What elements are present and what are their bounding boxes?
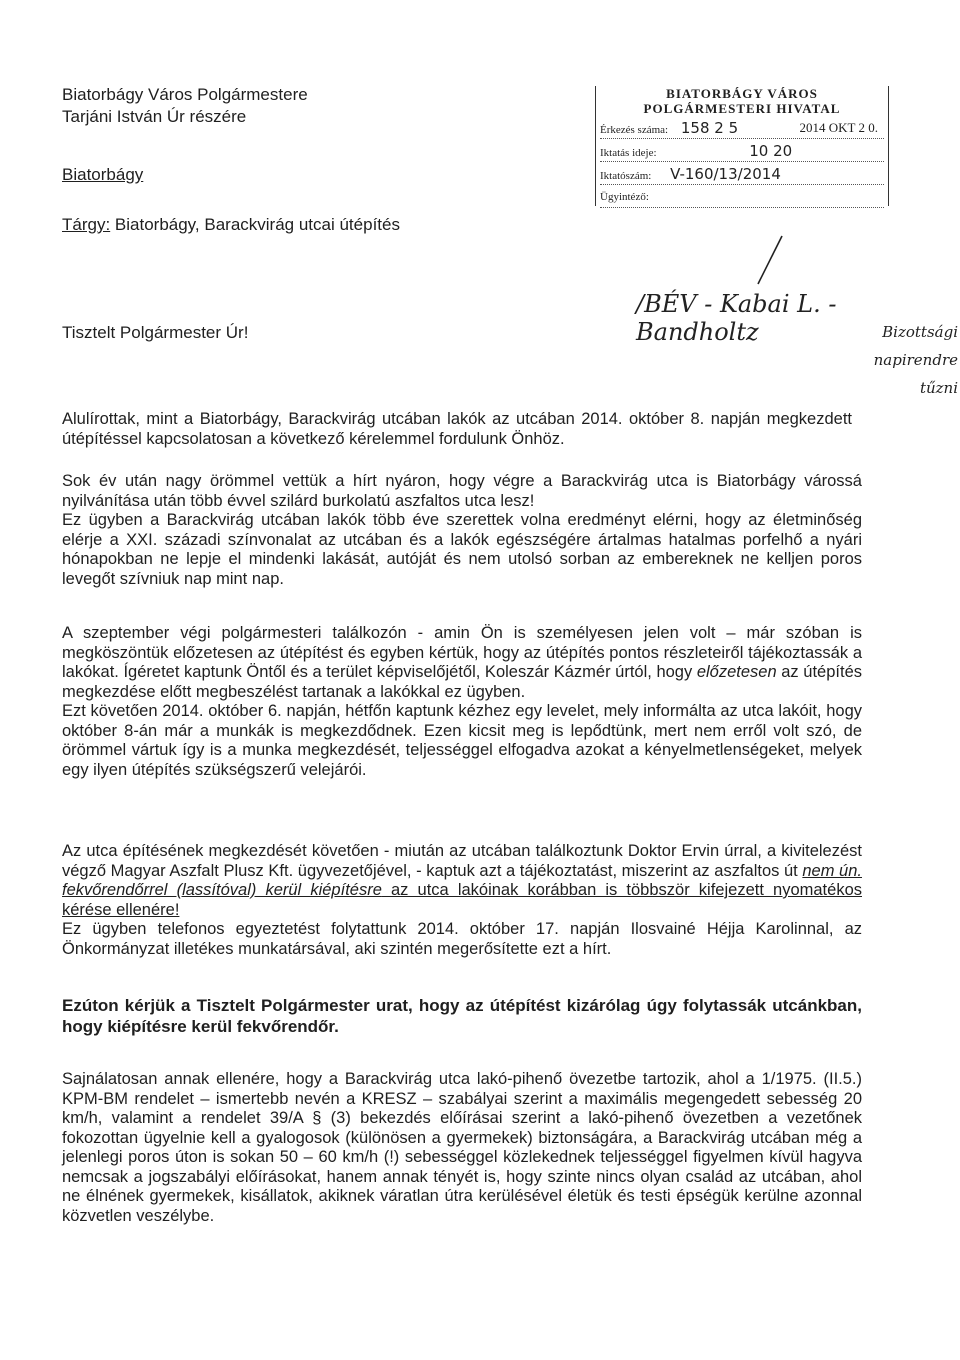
paragraph-construction-emphasis: nem ún. fekvőrendőrrel (lassítóval) kerül kiépítésre xyxy=(62,861,862,899)
stamp-arrival-label: Érkezés száma: xyxy=(600,124,669,136)
handwritten-slash-mark xyxy=(740,232,790,292)
paragraph-construction xyxy=(62,842,862,959)
paragraph-background-a: Sok év után nagy örömmel vettük a hírt nyáron, hogy végre a Barackvirág utca is Biatorbágy várossá nyilvánítása után több évvel szilárd burkolatú aszfaltos utca lesz! xyxy=(62,472,862,510)
registry-stamp xyxy=(595,86,889,206)
stamp-title-1: BIATORBÁGY VÁROS xyxy=(666,86,818,101)
paragraph-letter: Ezt követően 2014. október 6. napján, hétfőn kaptunk kézhez egy levelet, mely informálta az utca lakóit, hogy október 8-án már a munkák is megkezdődnek. Ezen kicsit meg is lepődtünk, mert nem erről volt szó, de örömmel vártuk így is a munka megkezdését, teljességgel elfogadva azokat a kényelmetlenségeket, melyek egy ilyen útépítés szükségszerű velejárói. xyxy=(62,702,862,779)
paragraph-intro: Alulírottak, mint a Biatorbágy, Barackvirág utcában lakók az utcában 2014. október 8. napján megkezdett útépítéssel kapcsolatosan a következő kérelemmel fordulunk Önhöz. xyxy=(62,410,852,448)
handwritten-routing-note: /BÉV - Kabai L. - Bandholtz xyxy=(636,290,837,346)
subject-line xyxy=(62,214,400,236)
paragraph-meeting-end: az útépítés megkezdése előtt megbeszélést tartanak a lakókkal ez ügyben. xyxy=(62,663,862,701)
stamp-filing-time-label: Iktatás ideje: xyxy=(600,147,657,159)
handwritten-margin-note: Bizottsági napirendre tűzni xyxy=(873,323,958,397)
stamp-clerk-label: Ügyintéző: xyxy=(600,191,649,203)
paragraph-phone-call: Ez ügyben telefonos egyeztetést folytattunk 2014. október 17. napján Ilosvainé Héjja Karolinnal, az Önkormányzat illetékes munkatársával, aki szintén megerősítette ezt a hírt. xyxy=(62,920,862,958)
recipient-city: Biatorbágy xyxy=(62,165,144,184)
subject-text: Biatorbágy, Barackvirág utcai útépítés xyxy=(110,215,400,234)
stamp-row-filing-number xyxy=(600,162,884,185)
paragraph-meeting xyxy=(62,624,862,780)
stamp-date: 2014 OKT 2 0. xyxy=(799,120,878,135)
recipient-block xyxy=(62,84,308,128)
stamp-arrival-value: 158 2 5 xyxy=(680,119,739,137)
stamp-title-2: POLGÁRMESTERI HIVATAL xyxy=(643,101,841,116)
paragraph-meeting-text: A szeptember végi polgármesteri találkozón - amin Ön is személyesen jelen volt – már szóban is megköszöntük előzetesen az útépítést és egyben kértük, hogy az útépítés pontos részleteiről tájékoztassák a lakókat. Ígéretet kaptunk Öntől és a terület képviselőjétől, Koleszár Kázmér úrtól, hogy xyxy=(62,624,862,681)
paragraph-background xyxy=(62,472,862,589)
subject-label: Tárgy: xyxy=(62,215,111,234)
paragraph-construction-underlined: az utca lakóinak korábban is többször kifejezett nyomatékos kérése ellenére! xyxy=(62,881,862,919)
stamp-filing-number-label: Iktatószám: xyxy=(600,170,652,182)
recipient-line-2: Tarjáni István Úr részére xyxy=(62,107,247,126)
paragraph-construction-text: Az utca építésének megkezdését követően - miután az utcában találkoztunk Doktor Ervin úrral, a kivitelezést végző Magyar Aszfalt Plusz Kft. ügyvezetőjével, - kaptuk azt a tájékoztatást, miszerint az aszfaltos út xyxy=(62,842,862,880)
stamp-filing-time-value: 10 20 xyxy=(749,142,793,160)
stamp-filing-number-value: V-160/13/2014 xyxy=(670,165,781,183)
recipient-line-1: Biatorbágy Város Polgármestere xyxy=(62,85,308,104)
salutation: Tisztelt Polgármester Úr! xyxy=(62,323,249,342)
paragraph-speed-limit: Sajnálatosan annak ellenére, hogy a Barackvirág utca lakó-pihenő övezetbe tartozik, ahol a 1/1975. (II.5.) KPM-BM rendelet – ismertebb nevén a KRESZ – szabályai szerint a maximális megengedett sebesség 20 km/h, valamint a rendelet 39/A § (3) bekezdés előírásai szerint a lakó-pihenő övezetben a vezetőnek fokozottan ügyelnie kell a gyalogosok (különösen a gyermekek) biztonságára, a Barackvirág utcában még a jelenlegi poros úton is sokan 50 – 60 km/h (!) sebességgel közlekednek teljességgel figyelmen kívül hagyva nemcsak a jogszabályi előírásokat, hanem annak tényét is, hogy szinte nincs olyan család az utcában, ahol ne élnének gyermekek, kisállatok, akiknek váratlan útra kerülésével életük és testi épségük kerülne azonnal közvetlen veszélybe. xyxy=(62,1070,862,1225)
paragraph-meeting-emphasis: előzetesen xyxy=(696,663,777,681)
paragraph-request: Ezúton kérjük a Tisztelt Polgármester urat, hogy az útépítést kizárólag úgy folytassák utcánkban, hogy kiépítésre kerül fekvőrendőr. xyxy=(62,996,862,1036)
stamp-row-filing-time xyxy=(600,139,884,162)
stamp-row-clerk xyxy=(600,185,884,208)
paragraph-background-b: Ez ügyben a Barackvirág utcában lakók több éve szerettek volna eredményt elérni, hogy az életminőség elérje a XXI. századi színvonalat az utcában és a lakók egészségére ártalmas hatalmas porfelhő a nyári hónapokban ne lepje el mindenki lakását, autóját és nem utolsó sorban az embereknek ne kelljen poros levegőt szívniuk nap mint nap. xyxy=(62,511,862,588)
stamp-row-arrival xyxy=(600,116,884,139)
